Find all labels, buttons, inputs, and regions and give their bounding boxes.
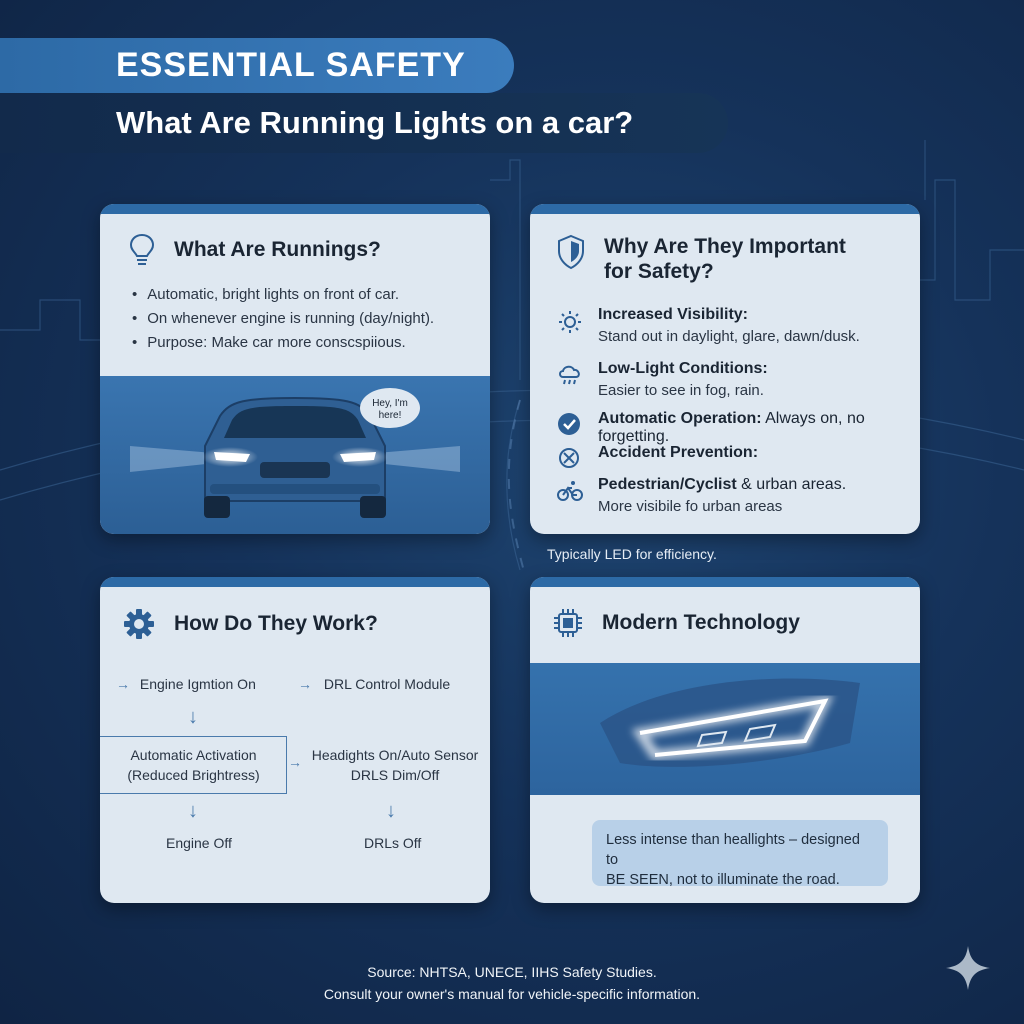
- info-note: [592, 820, 888, 886]
- led-caption: Typically LED for efficiency.: [547, 546, 717, 562]
- bullet-text: • Purpose: Make car more conscspiious.: [147, 334, 406, 351]
- flow-text: DRL Control Module: [323, 676, 451, 692]
- card-modern-technology: [530, 577, 920, 903]
- flow-step-ignition: [116, 676, 256, 692]
- arrow-down-icon: ↓: [188, 706, 198, 728]
- bullet-list: [132, 286, 434, 358]
- flow-text: Engine Igmtion On: [139, 676, 256, 692]
- arrow-down-icon: ↓: [386, 800, 396, 822]
- led-headlight-illustration: [530, 663, 920, 795]
- arrow-right-icon: →: [298, 676, 312, 692]
- card-why-important: [530, 204, 920, 534]
- card-title-line1: Why Are They Important: [604, 235, 846, 258]
- note-text: Less intense than heallights – designed to: [606, 832, 860, 868]
- footer-note: Consult your owner's manual for vehicle-specific information.: [323, 986, 701, 1002]
- headlight-closeup-panel: [530, 663, 920, 795]
- flow-step-activation: [100, 745, 287, 785]
- rain-cloud-icon: [556, 360, 584, 388]
- flow-step-headlights: [306, 745, 484, 785]
- flow-text: Headights On/Auto Sensor: [311, 747, 479, 763]
- card-title: How Do They Work?: [174, 612, 378, 635]
- page-title: What Are Running Lights on a car?: [116, 105, 634, 140]
- footer-source: Source: NHTSA, UNECE, IIHS Safety Studies.: [367, 964, 657, 980]
- reason-desc: More visibile fo urban areas: [598, 498, 783, 515]
- reason-automatic: [556, 410, 920, 446]
- arrow-down-icon: ↓: [188, 800, 198, 822]
- list-item: [132, 310, 434, 327]
- flow-step-engine-off: Engine Off: [166, 835, 232, 851]
- arrow-right-icon: →: [288, 754, 302, 770]
- reason-low-light: [556, 360, 768, 399]
- header-tag-text: ESSENTIAL SAFETY: [116, 46, 466, 84]
- reason-title: Low-Light Conditions:: [598, 360, 768, 377]
- flow-text: (Reduced Brightress): [127, 767, 260, 783]
- check-circle-icon: [556, 410, 584, 438]
- reason-inline: & urban areas.: [736, 476, 847, 493]
- reason-title: Increased Visibility:: [598, 306, 748, 323]
- list-item: [132, 286, 434, 303]
- page-title-bar: [0, 93, 728, 153]
- reason-visibility: [556, 306, 860, 345]
- flow-text: Automatic Activation: [130, 747, 257, 763]
- car-front-illustration: [100, 376, 490, 534]
- card-what-are-runnings: [100, 204, 490, 534]
- card-title: What Are Runnings?: [174, 238, 381, 261]
- card-title: Modern Technology: [602, 611, 800, 634]
- flow-step-drls-off: DRLs Off: [364, 835, 422, 851]
- reason-title: Pedestrian/Cyclist: [598, 476, 737, 493]
- sun-icon: [556, 306, 584, 334]
- crossed-circle-icon: [556, 444, 584, 472]
- reason-desc: Stand out in daylight, glare, dawn/dusk.: [598, 328, 860, 345]
- speech-bubble-line1: Hey, I'm: [372, 398, 408, 409]
- card-title-line2: for Safety?: [604, 260, 714, 283]
- reason-inline: Always on, no forgetting.: [598, 410, 865, 445]
- sparkle-icon: [944, 944, 992, 992]
- gear-icon: [122, 607, 156, 641]
- arrow-right-icon: →: [116, 676, 130, 692]
- chip-icon: [552, 607, 584, 639]
- car-illustration-panel: [100, 376, 490, 534]
- list-item: [132, 334, 434, 351]
- speech-bubble-line2: here!: [378, 410, 402, 421]
- reason-title: Accident Prevention:: [598, 444, 759, 461]
- reason-desc: Easier to see in fog, rain.: [598, 382, 764, 399]
- reason-pedestrian: [556, 476, 846, 515]
- reason-title: Automatic Operation:: [598, 410, 762, 427]
- flow-step-module: [298, 676, 450, 692]
- reason-accident: [556, 444, 758, 472]
- cyclist-icon: [556, 476, 584, 504]
- bullet-text: • Automatic, bright lights on front of car.: [147, 286, 400, 303]
- note-text: BE SEEN, not to illuminate the road.: [606, 872, 840, 888]
- flow-text: DRLS Dim/Off: [350, 767, 440, 783]
- header-tag: [0, 38, 514, 93]
- bullet-text: • On whenever engine is running (day/night).: [147, 310, 435, 327]
- lightbulb-icon: [128, 232, 156, 268]
- shield-icon: [556, 234, 586, 270]
